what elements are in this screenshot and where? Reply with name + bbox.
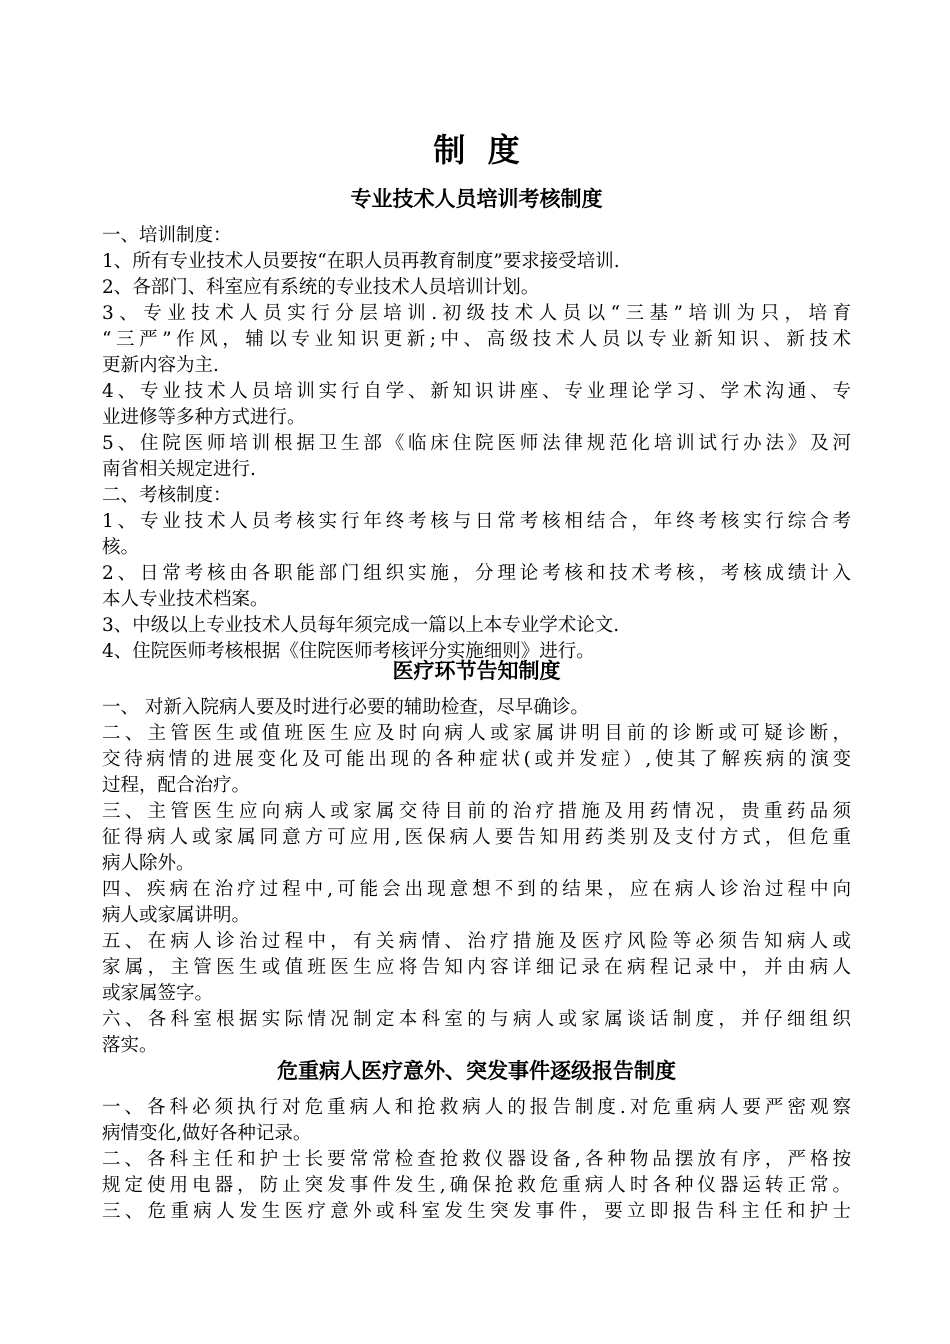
text-line: 2、各部门、科室应有系统的专业技术人员培训计划。: [102, 277, 540, 298]
text-line: 二、主管医生或值班医生应及时向病人或家属讲明目前的诊断或可疑诊断，: [102, 723, 851, 744]
text-line: 1、专业技术人员考核实行年终考核与日常考核相结合，年终考核实行综合考: [102, 511, 851, 532]
text-line: 3、中级以上专业技术人员每年须完成一篇以上本专业学术论文.: [102, 615, 620, 636]
section-body-notification: [102, 695, 851, 1059]
text-line: 五、在病人诊治过程中，有关病情、治疗措施及医疗风险等必须告知病人或: [102, 931, 851, 952]
text-line: 南省相关规定进行.: [102, 459, 256, 480]
text-line: 业进修等多种方式进行。: [102, 407, 306, 428]
text-line: 1、所有专业技术人员要按“在职人员再教育制度”要求接受培训.: [102, 251, 620, 272]
section-body-emergency-report: [102, 1095, 851, 1225]
text-line: “三严”作风，辅以专业知识更新;中、高级技术人员以专业新知识、新技术: [102, 329, 851, 350]
section-heading-notification: 医疗环节告知制度: [392, 659, 561, 683]
text-line: 病人或家属讲明。: [102, 905, 251, 926]
text-line: 二、各科主任和护士长要常常检查抢救仪器设备,各种物品摆放有序，严格按: [102, 1149, 851, 1170]
section-body-training: [102, 223, 851, 665]
text-line: 一、各科必须执行对危重病人和抢救病人的报告制度.对危重病人要严密观察: [102, 1097, 851, 1118]
text-line: 本人专业技术档案。: [102, 589, 269, 610]
text-line: 三、主管医生应向病人或家属交待目前的治疗措施及用药情况，贵重药品须: [102, 801, 851, 822]
text-line: 一、 对新入院病人要及时进行必要的辅助检查，尽早确诊。: [102, 697, 589, 718]
text-line: 4、住院医师考核根据《住院医师考核评分实施细则》进行。: [102, 641, 595, 662]
text-line: 3、专业技术人员实行分层培训.初级技术人员以“三基”培训为只，培育: [102, 303, 851, 324]
text-line: 六、各科室根据实际情况制定本科室的与病人或家属谈话制度，并仔细组织: [102, 1009, 851, 1030]
text-line: 核。: [102, 537, 140, 558]
text-line: 更新内容为主.: [102, 355, 219, 376]
text-line: 病人除外。: [102, 853, 195, 874]
text-line: 交待病情的进展变化及可能出现的各种症状(或并发症）,使其了解疾病的演变: [102, 749, 851, 770]
text-line: 规定使用电器，防止突发事件发生,确保抢救危重病人时各种仪器运转正常。: [102, 1175, 851, 1196]
text-line: 征得病人或家属同意方可应用,医保病人要告知用药类别及支付方式，但危重: [102, 827, 851, 848]
text-line: 4、专业技术人员培训实行自学、新知识讲座、专业理论学习、学术沟通、专: [102, 381, 851, 402]
text-line: 落实。: [102, 1035, 158, 1056]
text-line: 四、疾病在治疗过程中,可能会出现意想不到的结果，应在病人诊治过程中向: [102, 879, 851, 900]
text-line: 家属，主管医生或值班医生应将告知内容详细记录在病程记录中，并由病人: [102, 957, 851, 978]
text-line: 三、危重病人发生医疗意外或科室发生突发事件，要立即报告科主任和护士: [102, 1201, 851, 1222]
text-line: 一、培训制度：: [102, 225, 232, 246]
text-line: 或家属签字。: [102, 983, 214, 1004]
section-heading-emergency-report: 危重病人医疗意外、突发事件逐级报告制度: [277, 1059, 676, 1083]
text-line: 过程，配合治疗。: [102, 775, 251, 796]
section-heading-training: 专业技术人员培训考核制度: [350, 187, 603, 211]
text-line: 病情变化,做好各种记录。: [102, 1123, 312, 1144]
text-line: 2、日常考核由各职能部门组织实施，分理论考核和技术考核，考核成绩计入: [102, 563, 851, 584]
text-line: 二、考核制度：: [102, 485, 232, 506]
text-line: 5、住院医师培训根据卫生部《临床住院医师法律规范化培训试行办法》及河: [102, 433, 851, 454]
document-title: 制 度: [433, 131, 520, 169]
